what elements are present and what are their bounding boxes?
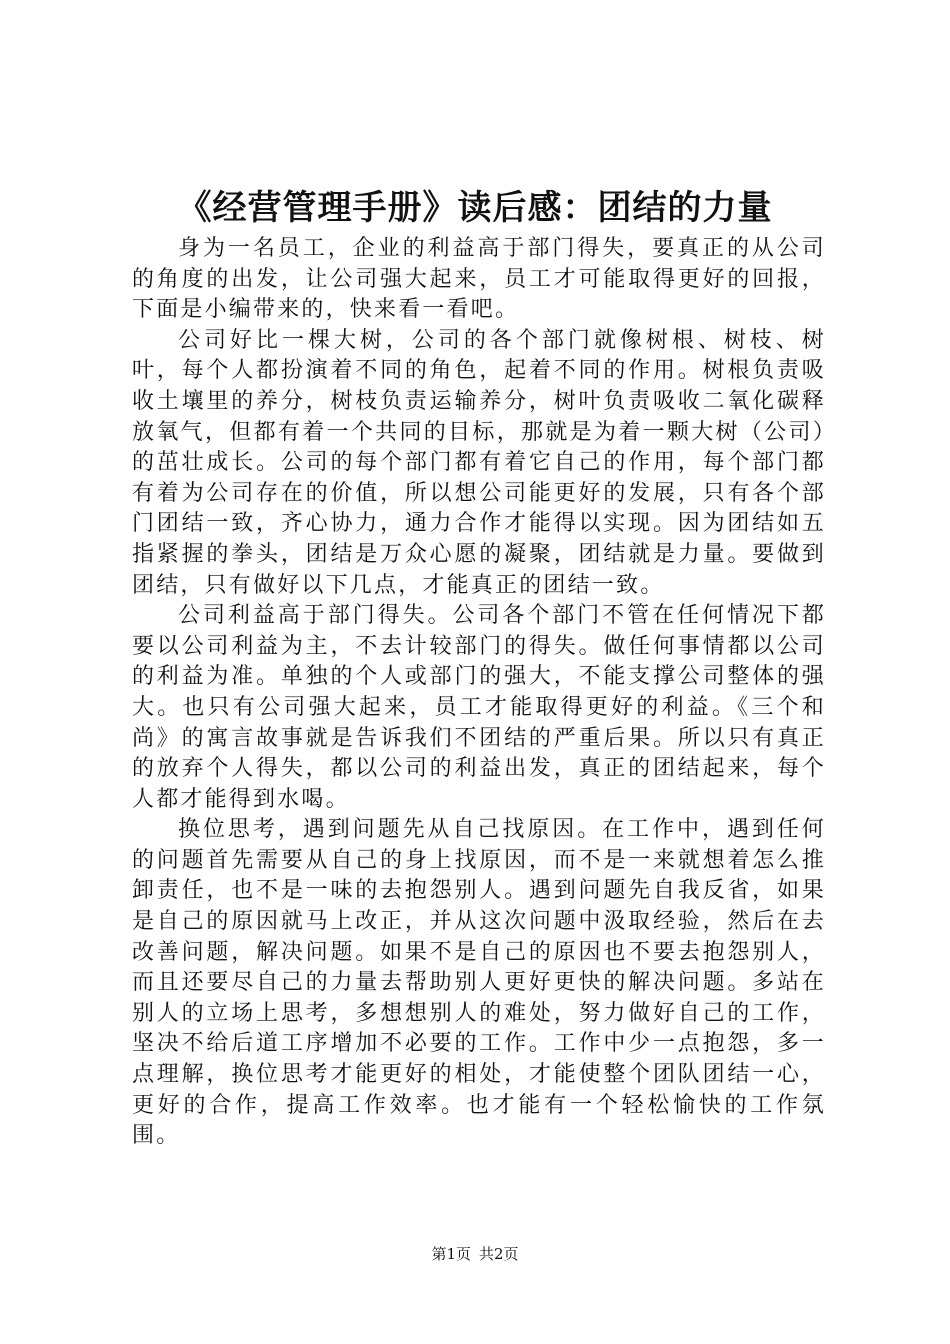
page-number-current: 第1页 [431,1245,471,1263]
page-title: 《经营管理手册》读后感：团结的力量 [177,188,773,228]
page-footer [0,1244,950,1264]
document-body [132,234,826,1152]
paragraph-tree-analogy: 公司好比一棵大树，公司的各个部门就像树根、树枝、树叶，每个人都扮演着不同的角色，起着不同的作用。树根负责吸收土壤里的养分，树枝负责运输养分，树叶负责吸收二氧化碳释放氧气，但都有着一个共同的目标，那就是为着一颗大树（公司）的茁壮成长。公司的每个部门都有着它自己的作用，每个部门都有着为公司存在的价值，所以想公司能更好的发展，只有各个部门团结一致，齐心协力，通力合作才能得以实现。因为团结如五指紧握的拳头，团结是万众心愿的凝聚，团结就是力量。要做到团结，只有做好以下几点，才能真正的团结一致。 [132,327,826,598]
paragraph-intro: 身为一名员工，企业的利益高于部门得失，要真正的从公司的角度的出发，让公司强大起来，员工才可能取得更好的回报，下面是小编带来的，快来看一看吧。 [132,236,826,323]
paragraph-company-interest: 公司利益高于部门得失。公司各个部门不管在任何情况下都要以公司利益为主，不去计较部门的得失。做任何事情都以公司的利益为准。单独的个人或部门的强大，不能支撑公司整体的强大。也只有公司强大起来，员工才能取得更好的利益。《三个和尚》的寓言故事就是告诉我们不团结的严重后果。所以只有真正的放弃个人得失，都以公司的利益出发，真正的团结起来，每个人都才能得到水喝。 [132,603,826,812]
paragraph-perspective-taking: 换位思考，遇到问题先从自己找原因。在工作中，遇到任何的问题首先需要从自己的身上找原因，而不是一来就想着怎么推卸责任，也不是一味的去抱怨别人。遇到问题先自我反省，如果是自己的原因就马上改正，并从这次问题中汲取经验，然后在去改善问题，解决问题。如果不是自己的原因也不要去抱怨别人，而且还要尽自己的力量去帮助别人更好更快的解决问题。多站在别人的立场上思考，多想想别人的难处，努力做好自己的工作，坚决不给后道工序增加不必要的工作。工作中少一点抱怨，多一点理解，换位思考才能更好的相处，才能使整个团队团结一心，更好的合作，提高工作效率。也才能有一个轻松愉快的工作氛围。 [132,817,826,1149]
page-number-total: 共2页 [479,1245,519,1263]
